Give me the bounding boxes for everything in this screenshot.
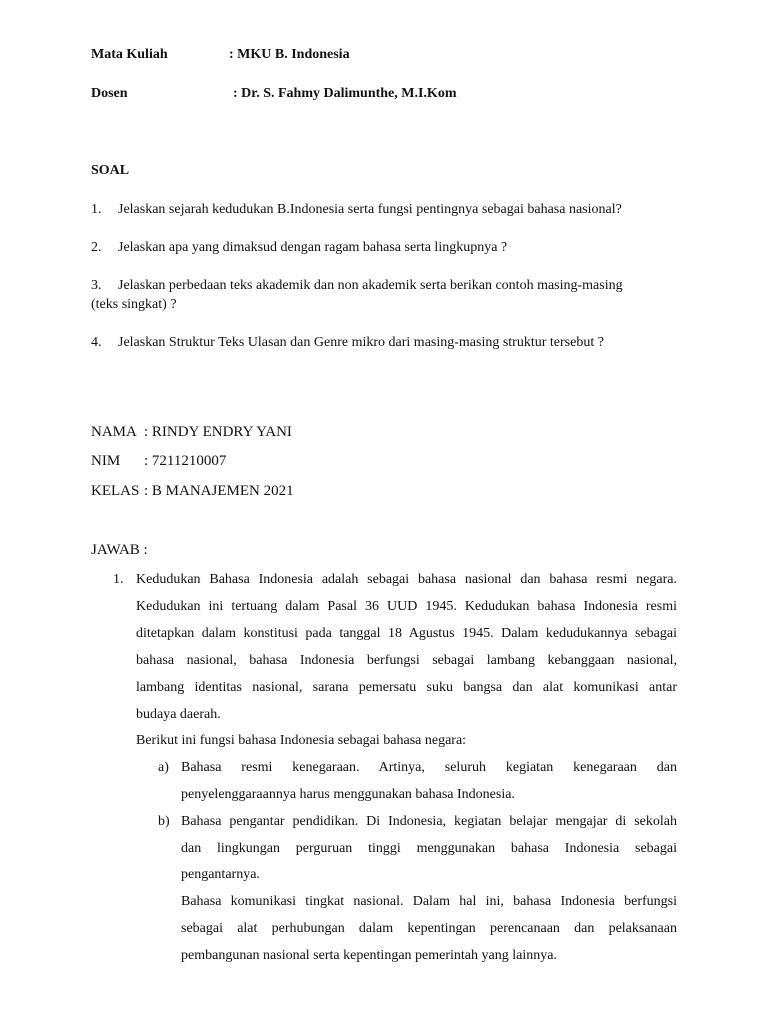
nim-value: : 7211210007: [144, 453, 227, 469]
item-b-marker: b): [158, 814, 170, 829]
extra-paragraph-line: sebagai alat perhubungan dalam kepentingan perencanaan dan pelaksanaan: [181, 921, 677, 936]
item-b-line: Bahasa pengantar pendidikan. Di Indonesia, kegiatan belajar mengajar di sekolah: [181, 814, 677, 829]
answer-1-line: bahasa nasional, bahasa Indonesia berfungsi sebagai lambang kebanggaan nasional,: [136, 653, 677, 668]
question-2-number: 2.: [91, 240, 102, 255]
item-b-line: dan lingkungan perguruan tinggi menggunakan bahasa Indonesia sebagai: [181, 841, 677, 856]
question-4-number: 4.: [91, 335, 102, 350]
course-label: Mata Kuliah: [91, 47, 168, 62]
question-3-line-1: Jelaskan perbedaan teks akademik dan non akademik serta berikan contoh masing-masing: [118, 278, 623, 293]
item-b-line: pengantarnya.: [181, 867, 260, 882]
answer-1-number: 1.: [113, 572, 124, 587]
item-a-marker: a): [158, 760, 169, 775]
question-1-text: Jelaskan sejarah kedudukan B.Indonesia serta fungsi pentingnya sebagai bahasa nasional?: [118, 202, 622, 217]
answer-1-line: Kedudukan Bahasa Indonesia adalah sebagai bahasa nasional dan bahasa resmi negara.: [136, 572, 677, 587]
question-3-line-2: (teks singkat) ?: [91, 297, 177, 312]
answer-1-line: ditetapkan dalam konstitusi pada tanggal 18 Agustus 1945. Dalam kedudukannya sebagai: [136, 626, 677, 641]
question-1-number: 1.: [91, 202, 102, 217]
question-3-number: 3.: [91, 278, 102, 293]
soal-title: SOAL: [91, 163, 130, 178]
question-4-text: Jelaskan Struktur Teks Ulasan dan Genre mikro dari masing-masing struktur tersebut ?: [118, 335, 604, 350]
name-value: : RINDY ENDRY YANI: [144, 424, 292, 440]
answer-1-line: budaya daerah.: [136, 707, 221, 722]
lecturer-value: : Dr. S. Fahmy Dalimunthe, M.I.Kom: [233, 86, 457, 101]
answer-1-line: lambang identitas nasional, sarana pemersatu suku bangsa dan alat komunikasi antar: [136, 680, 677, 695]
extra-paragraph-line: Bahasa komunikasi tingkat nasional. Dalam hal ini, bahasa Indonesia berfungsi: [181, 894, 677, 909]
lecturer-label: Dosen: [91, 86, 128, 101]
answer-1-line: Kedudukan ini tertuang dalam Pasal 36 UUD 1945. Kedudukan bahasa Indonesia resmi: [136, 599, 677, 614]
answer-1-intro: Berikut ini fungsi bahasa Indonesia sebagai bahasa negara:: [136, 733, 467, 748]
class-label: KELAS: [91, 483, 140, 499]
item-a-line: penyelenggaraannya harus menggunakan bahasa Indonesia.: [181, 787, 515, 802]
item-a-line: Bahasa resmi kenegaraan. Artinya, seluruh kegiatan kenegaraan dan: [181, 760, 677, 775]
nim-label: NIM: [91, 453, 121, 469]
course-value: : MKU B. Indonesia: [229, 47, 350, 62]
extra-paragraph-line: pembangunan nasional serta kepentingan pemerintah yang lainnya.: [181, 948, 557, 963]
jawab-title: JAWAB :: [91, 542, 148, 558]
name-label: NAMA: [91, 424, 137, 440]
class-value: : B MANAJEMEN 2021: [144, 483, 294, 499]
question-2-text: Jelaskan apa yang dimaksud dengan ragam bahasa serta lingkupnya ?: [118, 240, 508, 255]
